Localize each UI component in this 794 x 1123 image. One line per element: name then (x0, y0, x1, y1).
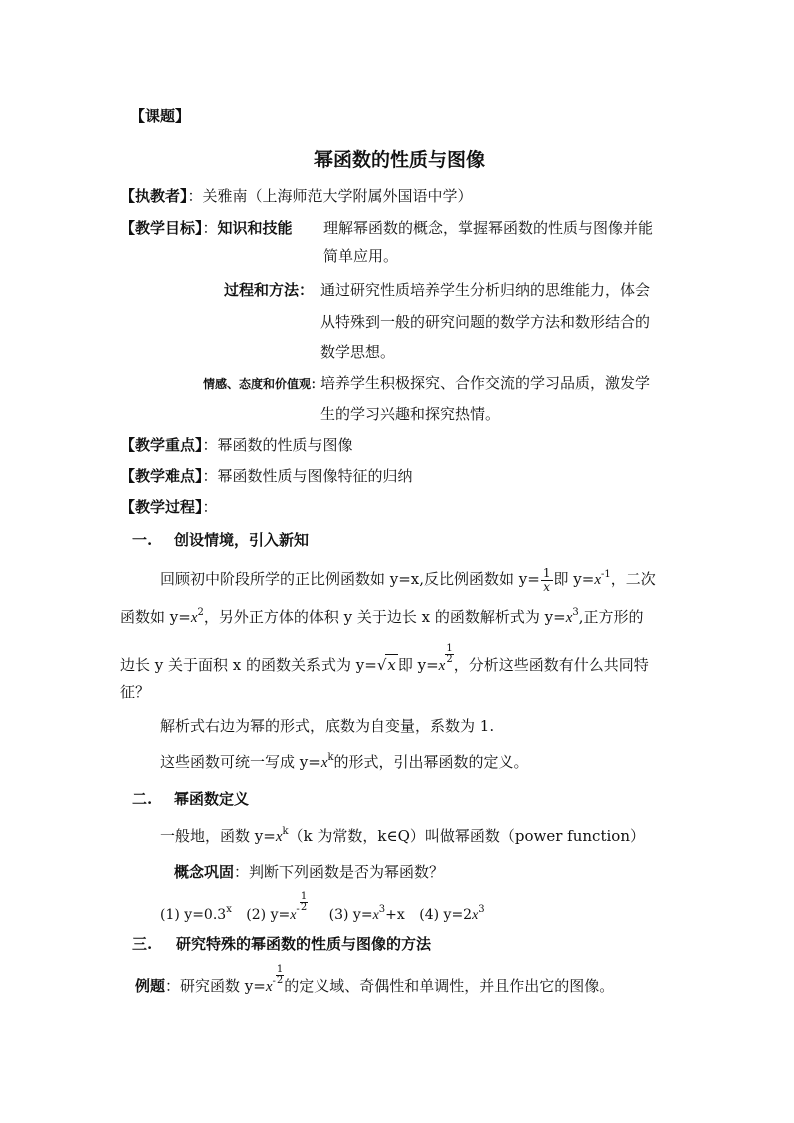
text-span: ，分析这些函数有什么共同特 (453, 656, 649, 674)
sqrt-symbol: √ (376, 656, 387, 674)
process-line-1: 通过研究性质培养学生分析归纳的思维能力，体会 (320, 281, 651, 299)
exponent-denominator: 2 (446, 653, 453, 665)
exercise-2 (246, 891, 308, 923)
consolidation-label: 概念巩固 (174, 863, 235, 881)
process-line-3: 数学思想。 (320, 343, 396, 361)
math-exponent: k (327, 752, 334, 763)
emotion-line-1: 培养学生积极探究、合作交流的学习品质，激发学 (320, 374, 651, 392)
process-row (120, 497, 218, 517)
example-line (135, 963, 615, 999)
math-sign: - (272, 976, 276, 987)
math-exponent: 2 (197, 607, 204, 618)
math-base: x (372, 907, 379, 923)
section1-para-line-6 (160, 752, 529, 775)
math-base: x (565, 610, 573, 626)
text-span: ，另外正方体的体积 y 关于边长 x 的函数解析式为 y= (203, 608, 566, 626)
text-span: 这些函数可统一写成 y= (160, 753, 321, 771)
goals-label: 【教学目标】 (120, 219, 203, 237)
section1-para-line-2 (120, 607, 644, 630)
section1-para-line-5: 解析式右边为幂的形式，底数为自变量，系数为 1. (160, 717, 495, 735)
section1-para-line-4: 征？ (120, 683, 151, 701)
emotion-line-2: 生的学习兴趣和探究热情。 (320, 405, 501, 423)
text-span: (1) y=0.3 (160, 906, 227, 923)
exponent-denominator: 2 (276, 974, 284, 986)
teacher-colon: ： (187, 187, 203, 205)
text-span: (4) y=2 (419, 906, 473, 923)
sqrt-argument: x (387, 656, 396, 674)
key-point-colon: ： (202, 436, 218, 454)
math-base: x (290, 907, 297, 923)
topic-tag: 【课题】 (130, 107, 191, 125)
section1-number: 一. (132, 531, 153, 549)
text-span: 边长 y 关于面积 x 的函数关系式为 y= (120, 656, 377, 674)
exponent-numerator: 1 (300, 891, 308, 902)
goals-row (120, 218, 293, 238)
text-span: ：研究函数 y= (165, 977, 266, 995)
text-span: 回顾初中阶段所学的正比例函数如 y=x,反比例函数如 y= (160, 570, 540, 588)
exponent-fraction (445, 644, 453, 665)
emotion-label: 情感、态度和价值观： (203, 377, 324, 391)
teacher-label: 【执教者】 (120, 187, 188, 205)
text-span: +x (385, 906, 405, 923)
exponent-fraction (300, 892, 308, 913)
process-label: 过程和方法： (224, 281, 315, 299)
text-span: 即 y= (553, 570, 595, 588)
text-span: ,正方形的 (578, 608, 644, 626)
section2-number: 二. (132, 790, 153, 808)
math-base: x (190, 610, 198, 626)
text-span: (3) y= (328, 906, 373, 923)
difficulty-value: 幂函数性质与图像特征的归纳 (217, 467, 413, 485)
text-span: 函数如 y= (120, 608, 191, 626)
section3-title: 研究特殊的幂函数的性质与图像的方法 (176, 935, 432, 953)
process-label: 【教学过程】 (120, 498, 203, 516)
math-sign: - (296, 903, 300, 915)
section2-title: 幂函数定义 (174, 790, 250, 808)
math-exponent: 3 (572, 607, 579, 618)
difficulty-label: 【教学难点】 (120, 467, 203, 485)
exponent-denominator: 2 (300, 902, 308, 913)
knowledge-label: 知识和技能 (217, 219, 293, 237)
math-base: x (438, 658, 446, 674)
exercise-line (160, 891, 485, 927)
exercise-1 (160, 903, 232, 923)
text-span: 的定义域、奇偶性和单调性，并且作出它的图像。 (284, 977, 615, 995)
knowledge-line-2: 简单应用。 (323, 247, 399, 265)
consolidation-line (174, 862, 444, 882)
example-label: 例题 (135, 977, 166, 995)
fraction (541, 567, 553, 594)
math-base: x (265, 979, 273, 995)
section1-para-line-1 (160, 566, 656, 596)
exponent-numerator: 1 (446, 642, 453, 654)
text-span: ，二次 (610, 570, 656, 588)
page-title: 幂函数的性质与图像 (314, 149, 486, 171)
section3-number: 三. (132, 935, 153, 953)
text-span: 即 y= (397, 656, 439, 674)
exponent-fraction (276, 965, 284, 986)
math-exponent: x (226, 903, 232, 915)
definition-line (160, 826, 645, 849)
section1-para-line-3 (120, 642, 649, 677)
math-exponent: -1 (600, 569, 611, 580)
text-span: 一般地，函数 y= (160, 827, 276, 845)
exercise-4 (419, 903, 485, 923)
math-exponent: 3 (478, 903, 485, 915)
difficulty-colon: ： (202, 467, 218, 485)
key-point-label: 【教学重点】 (120, 436, 203, 454)
difficulty-row (120, 466, 413, 486)
fraction-denominator: x (543, 579, 551, 594)
fraction-numerator: 1 (542, 565, 551, 580)
process-colon: ： (202, 498, 218, 516)
knowledge-line-1: 理解幂函数的概念，掌握幂函数的性质与图像并能 (323, 219, 654, 237)
section1-title: 创设情境，引入新知 (174, 531, 310, 549)
math-exponent: 3 (378, 903, 386, 915)
math-exponent: k (282, 826, 289, 837)
teacher-row (120, 186, 473, 206)
process-line-2: 从特殊到一般的研究问题的数学方法和数形结合的 (320, 313, 651, 331)
text-span: 的形式，引出幂函数的定义。 (333, 753, 529, 771)
math-base: x (320, 755, 328, 771)
goals-colon: ： (202, 219, 218, 237)
consolidation-text: ：判断下列函数是否为幂函数？ (234, 863, 445, 881)
key-point-row (120, 435, 353, 455)
math-base: x (275, 829, 283, 845)
exercise-3 (328, 903, 405, 923)
teacher-value: 关雅南（上海师范大学附属外国语中学） (202, 187, 473, 205)
text-span: (2) y= (246, 906, 291, 923)
key-point-value: 幂函数的性质与图像 (217, 436, 353, 454)
exponent-numerator: 1 (276, 963, 284, 975)
math-base: x (594, 572, 601, 588)
text-span: （k 为常数，k∈Q）叫做幂函数（power function） (288, 827, 645, 845)
math-base: x (472, 907, 479, 923)
